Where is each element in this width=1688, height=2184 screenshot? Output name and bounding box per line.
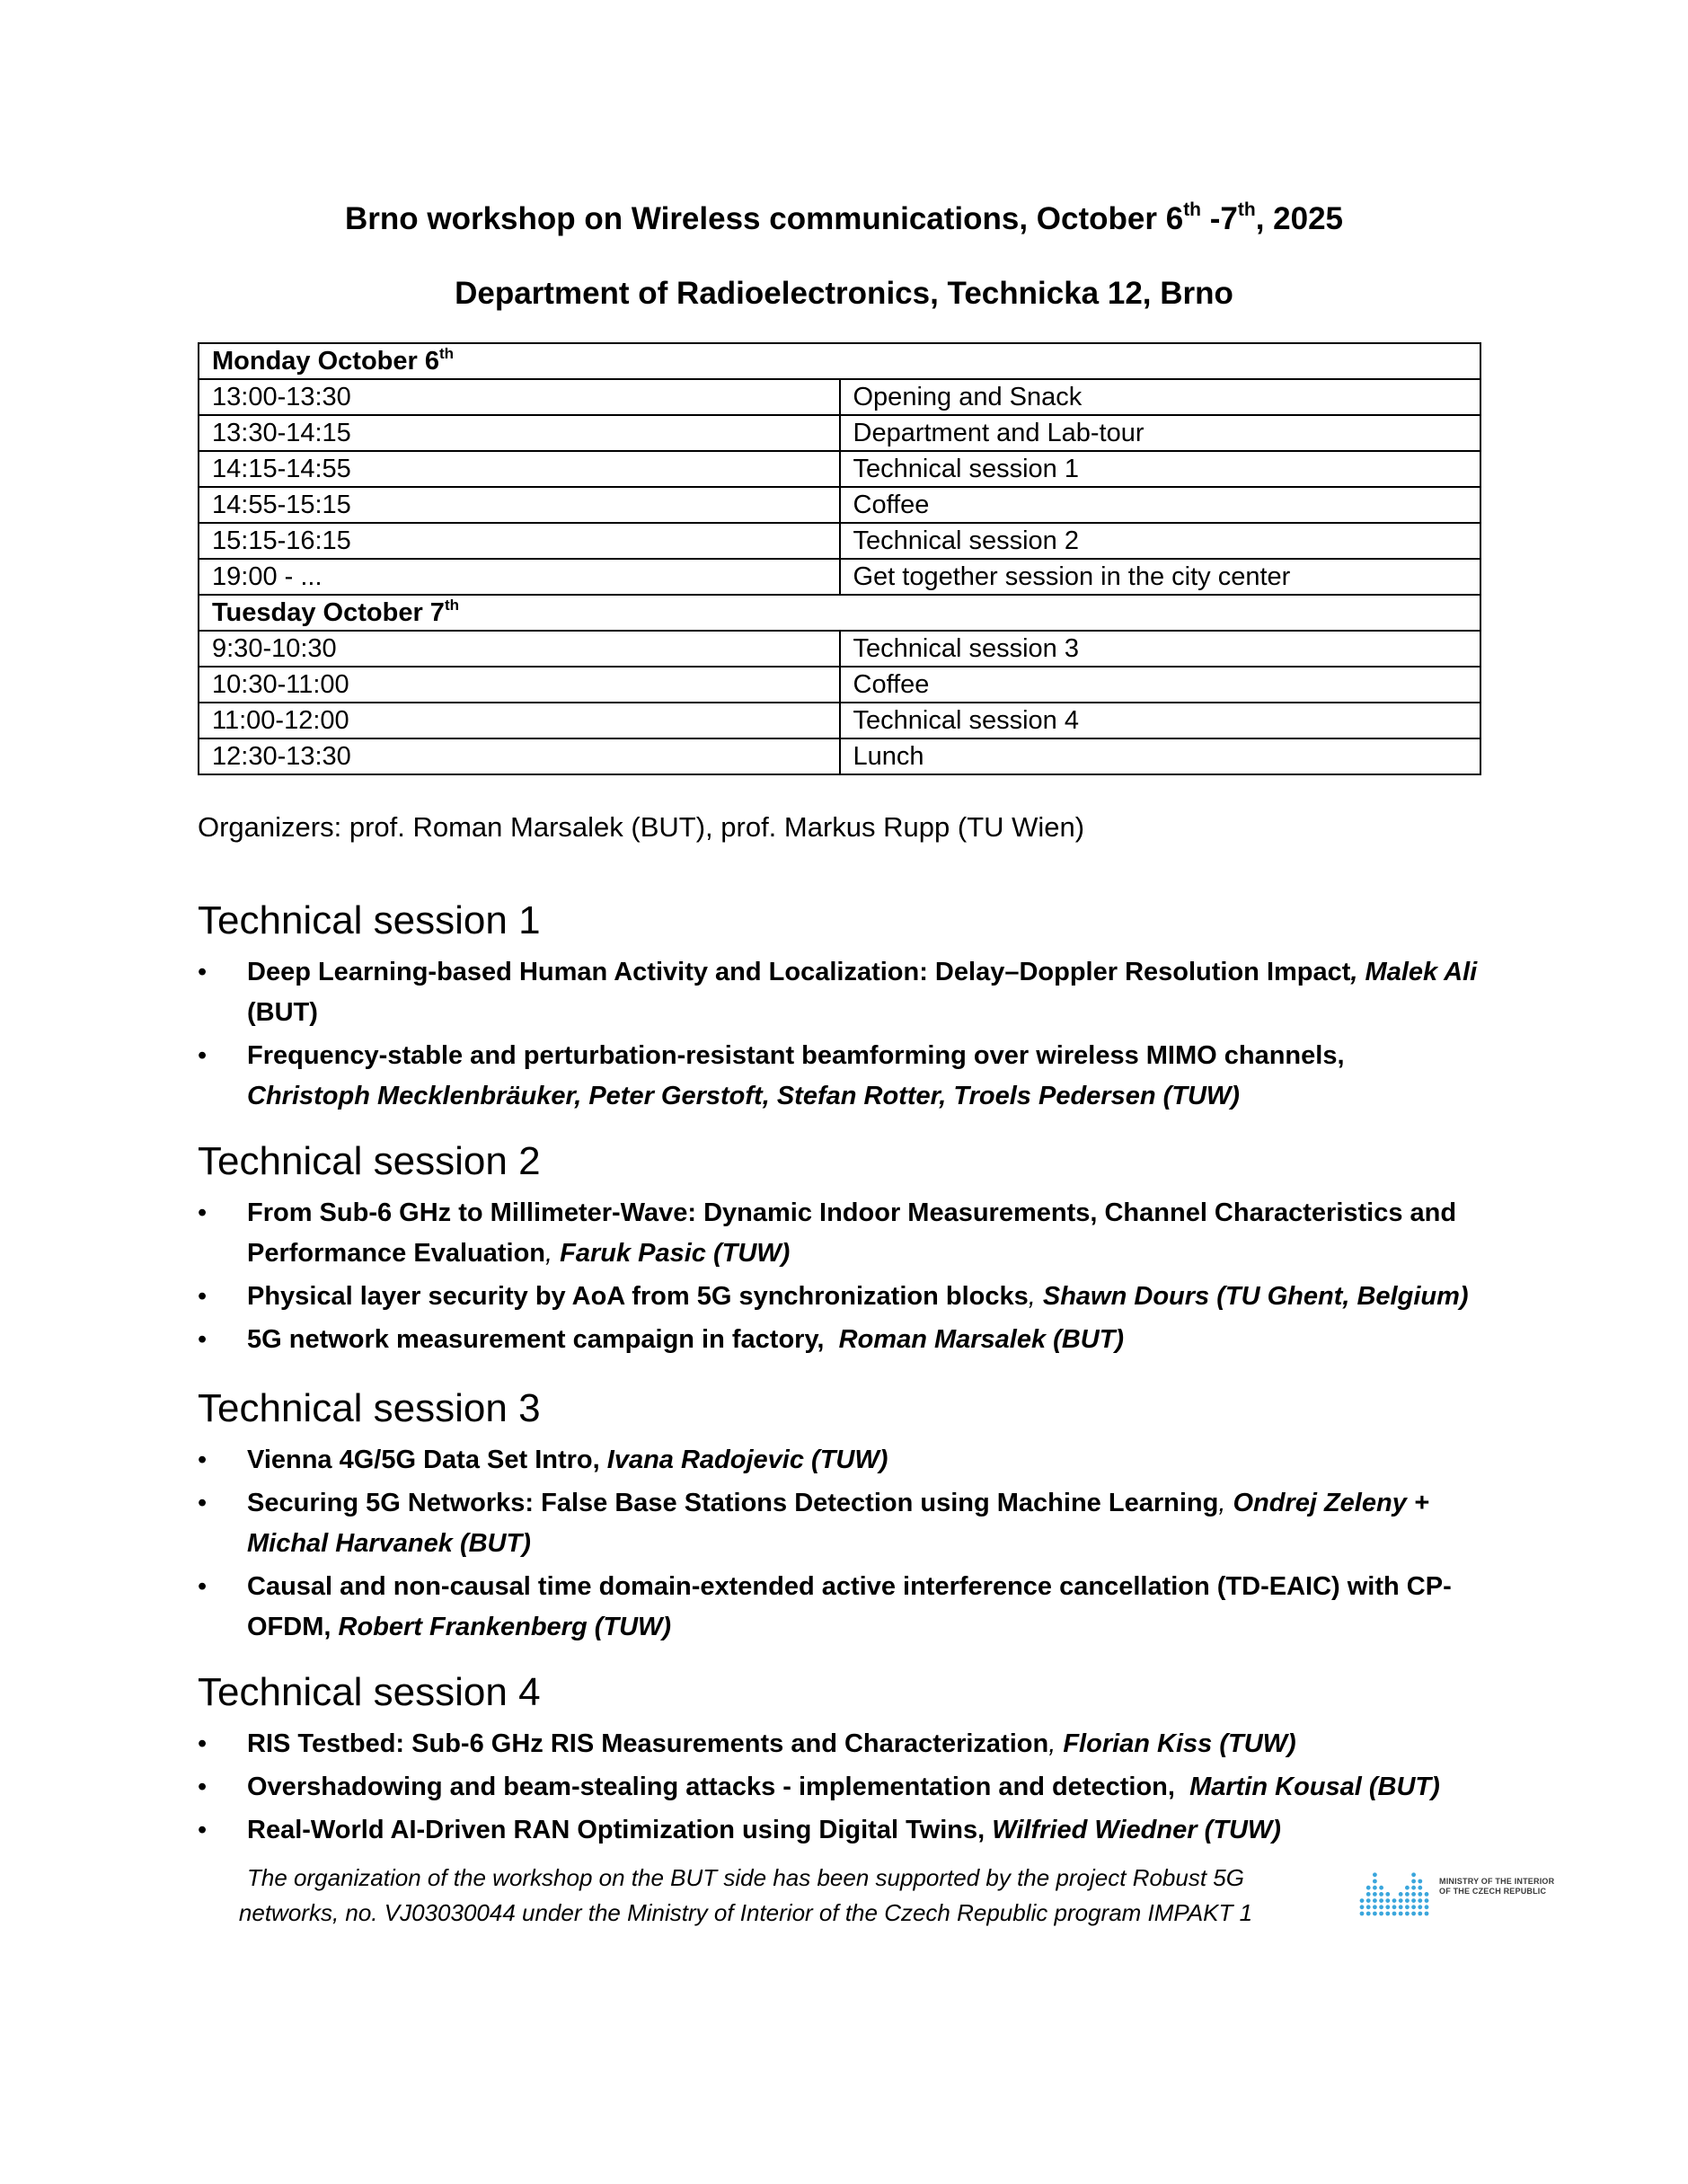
event-cell: Coffee: [840, 487, 1481, 523]
emblem-dot: [1379, 1905, 1383, 1909]
talk-title: Vienna 4G/5G Data Set Intro,: [247, 1446, 600, 1474]
ministry-emblem-icon: [1358, 1863, 1432, 1917]
time-cell: 15:15-16:15: [199, 523, 840, 559]
emblem-dot: [1379, 1912, 1383, 1916]
ministry-logo-text: MINISTRY OF THE INTERIOR OF THE CZECH REPUBLIC: [1439, 1877, 1555, 1896]
session-heading: Technical session 1: [198, 898, 541, 942]
emblem-dot: [1411, 1886, 1416, 1890]
emblem-dot: [1399, 1905, 1403, 1909]
day-header-tuesday: Tuesday October 7th: [199, 595, 1480, 631]
emblem-dot: [1425, 1898, 1429, 1903]
talk-authors: Christoph Mecklenbräuker, Peter Gerstoft, Stefan Rotter, Troels Pedersen (TUW): [247, 1082, 1240, 1110]
emblem-dot: [1392, 1905, 1397, 1909]
emblem-dot: [1418, 1879, 1422, 1884]
emblem-dot: [1425, 1905, 1429, 1909]
talk-authors: Faruk Pasic (TUW): [560, 1239, 791, 1268]
list-item: • Deep Learning-based Human Activity and Localization: Delay–Doppler Resolution Impact, Malek Ali (BUT): [198, 952, 1491, 1033]
emblem-dot: [1399, 1912, 1403, 1916]
funding-note-line: The organization of the workshop on the BUT side has been supported by the project Robust 5G: [246, 1864, 1244, 1891]
talk-authors: Ivana Radojevic (TUW): [606, 1446, 888, 1474]
table-row: [199, 379, 1480, 415]
organizers-line: Organizers: prof. Roman Marsalek (BUT), prof. Markus Rupp (TU Wien): [198, 811, 1085, 843]
talk-authors: Shawn Dours (TU Ghent, Belgium): [1042, 1282, 1469, 1311]
day-header-row: [199, 343, 1480, 379]
emblem-dot: [1385, 1892, 1390, 1897]
talk-authors: Florian Kiss (TUW): [1063, 1729, 1296, 1758]
emblem-dot: [1399, 1892, 1403, 1897]
event-cell: Opening and Snack: [840, 379, 1481, 415]
emblem-dot: [1405, 1905, 1410, 1909]
emblem-dot: [1418, 1898, 1422, 1903]
emblem-dot: [1373, 1912, 1377, 1916]
emblem-dot: [1360, 1898, 1365, 1903]
emblem-dot: [1392, 1898, 1397, 1903]
time-cell: 10:30-11:00: [199, 667, 840, 703]
emblem-dot: [1411, 1898, 1416, 1903]
emblem-dot: [1373, 1892, 1377, 1897]
emblem-dot: [1379, 1886, 1383, 1890]
emblem-dot: [1418, 1905, 1422, 1909]
emblem-dot: [1418, 1886, 1422, 1890]
schedule-table: [198, 342, 1481, 775]
session-heading: Technical session 3: [198, 1386, 541, 1430]
table-row: [199, 703, 1480, 738]
talk-authors: Robert Frankenberg (TUW): [338, 1613, 672, 1641]
session-3: [198, 1384, 1491, 1650]
list-item: • From Sub-6 GHz to Millimeter-Wave: Dynamic Indoor Measurements, Channel Characteristics and Performance Evaluation, Faruk Pasic (TUW): [198, 1193, 1491, 1274]
emblem-dot: [1360, 1912, 1365, 1916]
table-row: [199, 415, 1480, 451]
emblem-dot: [1418, 1912, 1422, 1916]
document-title: Brno workshop on Wireless communications, October 6th -7th, 2025: [344, 199, 1344, 236]
time-cell: 13:30-14:15: [199, 415, 840, 451]
talk-title: Physical layer security by AoA from 5G synchronization blocks: [247, 1282, 1029, 1311]
emblem-dot: [1392, 1912, 1397, 1916]
table-row: [199, 451, 1480, 487]
emblem-dot: [1411, 1912, 1416, 1916]
time-cell: 13:00-13:30: [199, 379, 840, 415]
event-cell: Technical session 3: [840, 631, 1481, 667]
event-cell: Technical session 4: [840, 703, 1481, 738]
list-item: [198, 1567, 1491, 1648]
emblem-dot: [1425, 1892, 1429, 1897]
time-cell: 12:30-13:30: [199, 738, 840, 774]
talk-authors: Martin Kousal (BUT): [1189, 1773, 1440, 1801]
emblem-dot: [1411, 1892, 1416, 1897]
list-item: [198, 1810, 1491, 1851]
emblem-dot: [1366, 1898, 1371, 1903]
event-cell: Technical session 2: [840, 523, 1481, 559]
funding-note: [198, 1861, 1294, 1931]
talk-title: Securing 5G Networks: False Base Stations Detection using Machine Learning: [247, 1489, 1219, 1517]
event-cell: Technical session 1: [840, 451, 1481, 487]
time-cell: 14:55-15:15: [199, 487, 840, 523]
session-4: [198, 1668, 1491, 1853]
emblem-dot: [1411, 1879, 1416, 1884]
list-item: • Physical layer security by AoA from 5G synchronization blocks, Shawn Dours (TU Ghent, Belgium): [198, 1277, 1491, 1317]
talk-title: RIS Testbed: Sub-6 GHz RIS Measurements and Characterization: [247, 1729, 1049, 1758]
event-cell: Lunch: [840, 738, 1481, 774]
talk-list: [198, 1724, 1491, 1851]
emblem-dot: [1373, 1872, 1377, 1877]
talk-title: Real-World AI-Driven RAN Optimization using Digital Twins,: [247, 1816, 985, 1844]
table-row: [199, 559, 1480, 595]
table-row: [199, 667, 1480, 703]
ministry-logo: [1358, 1863, 1583, 1917]
talk-title: Causal and non-causal time domain-extended active interference cancellation (TD-EAIC) with CP-OFDM,: [247, 1572, 1452, 1641]
table-row: [199, 523, 1480, 559]
talk-list: [198, 1193, 1491, 1360]
table-row: [199, 487, 1480, 523]
time-cell: 11:00-12:00: [199, 703, 840, 738]
emblem-dot: [1366, 1892, 1371, 1897]
time-cell: 19:00 - ...: [199, 559, 840, 595]
emblem-dot: [1405, 1892, 1410, 1897]
emblem-dot: [1379, 1898, 1383, 1903]
session-1: [198, 897, 1491, 1119]
table-row: [199, 738, 1480, 774]
emblem-dot: [1399, 1898, 1403, 1903]
talk-title: 5G network measurement campaign in factory,: [247, 1325, 825, 1354]
emblem-dot: [1373, 1905, 1377, 1909]
day-header-monday: Monday October 6th: [199, 343, 1480, 379]
list-item: [198, 1036, 1491, 1117]
session-2: [198, 1137, 1491, 1363]
talk-title: From Sub-6 GHz to Millimeter-Wave: Dynamic Indoor Measurements, Channel Characteristics and Performance Evaluation: [247, 1198, 1457, 1268]
table-row: [199, 631, 1480, 667]
emblem-dot: [1366, 1905, 1371, 1909]
emblem-dot: [1385, 1912, 1390, 1916]
emblem-dot: [1366, 1912, 1371, 1916]
emblem-dot: [1411, 1905, 1416, 1909]
session-heading: Technical session 2: [198, 1139, 541, 1183]
talk-list: [198, 1440, 1491, 1648]
emblem-dot: [1385, 1898, 1390, 1903]
event-cell: Department and Lab-tour: [840, 415, 1481, 451]
talk-authors: Malek Ali: [1365, 958, 1478, 986]
event-cell: Get together session in the city center: [840, 559, 1481, 595]
time-cell: 14:15-14:55: [199, 451, 840, 487]
emblem-dot: [1373, 1879, 1377, 1884]
event-cell: Coffee: [840, 667, 1481, 703]
time-cell: 9:30-10:30: [199, 631, 840, 667]
list-item: [198, 1440, 1491, 1481]
list-item: [198, 1320, 1491, 1360]
emblem-dot: [1405, 1898, 1410, 1903]
emblem-dot: [1373, 1886, 1377, 1890]
emblem-dot: [1366, 1886, 1371, 1890]
emblem-dot: [1373, 1898, 1377, 1903]
session-heading: Technical session 4: [198, 1670, 541, 1714]
document-subtitle: Department of Radioelectronics, Technicka 12, Brno: [455, 276, 1233, 311]
talk-authors: Wilfried Wiedner (TUW): [992, 1816, 1281, 1844]
emblem-dot: [1385, 1905, 1390, 1909]
emblem-dot: [1411, 1872, 1416, 1877]
list-item: • RIS Testbed: Sub-6 GHz RIS Measurements and Characterization, Florian Kiss (TUW): [198, 1724, 1491, 1764]
funding-note-line: networks, no. VJ03030044 under the Ministry of Interior of the Czech Republic program IMPAKT 1: [238, 1899, 1253, 1926]
day-header-row: [199, 595, 1480, 631]
list-item: • Securing 5G Networks: False Base Stations Detection using Machine Learning, Ondrej Zeleny + Michal Harvanek (BUT): [198, 1483, 1491, 1564]
talk-authors: Ondrej Zeleny + Michal Harvanek (BUT): [247, 1489, 1429, 1558]
talk-title: Deep Learning-based Human Activity and Localization: Delay–Doppler Resolution Impact: [247, 958, 1351, 986]
emblem-dot: [1425, 1912, 1429, 1916]
emblem-dot: [1405, 1886, 1410, 1890]
emblem-dot: [1379, 1892, 1383, 1897]
talk-authors: Roman Marsalek (BUT): [838, 1325, 1125, 1354]
talk-title: Frequency-stable and perturbation-resistant beamforming over wireless MIMO channels,: [247, 1041, 1345, 1070]
talk-list: [198, 952, 1491, 1117]
emblem-dot: [1418, 1892, 1422, 1897]
talk-title: Overshadowing and beam-stealing attacks - implementation and detection,: [247, 1773, 1175, 1801]
emblem-dot: [1360, 1905, 1365, 1909]
list-item: [198, 1767, 1491, 1808]
emblem-dot: [1405, 1912, 1410, 1916]
